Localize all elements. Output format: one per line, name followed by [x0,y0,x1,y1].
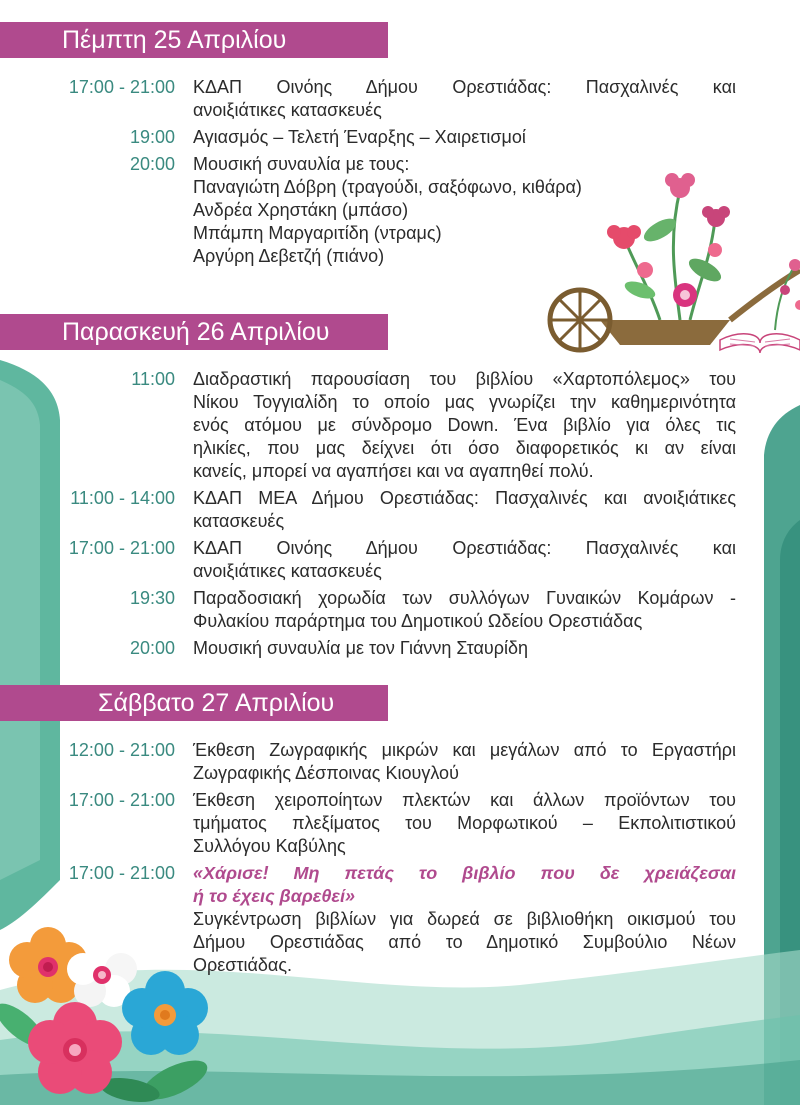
event-line: ΚΔΑΠ Οινόης Δήμου Ορεστιάδας: Πασχαλινές και [193,77,736,97]
event-line: κανείς, μπορεί να αγαπήσει και να αγαπηθεί πολύ. [193,461,594,481]
day-header-friday: Παρασκευή 26 Απριλίου [0,314,388,350]
event-description [193,637,736,660]
day-header-saturday: Σάββατο 27 Απριλίου [0,685,388,721]
event-line: τμήματος πλεξίματος του Μορφωτικού – Εκπολιτιστικού [193,813,736,833]
event-line: Έκθεση Ζωγραφικής μικρών και μεγάλων από το Εργαστήρι [193,740,736,760]
event-line: Ζωγραφικής Δέσποινας Κιουγλού [193,763,459,783]
event-line: ηλικίες, που μας δείχνει ότι όσο διαφορετικός κι αν είναι [193,438,736,458]
event-row [0,862,800,977]
event-line: Δήμου Ορεστιάδας από το Δημοτικό Συμβούλιο Νέων [193,932,736,952]
performer-line: Αργύρη Δεβετζή (πιάνο) [193,246,385,266]
book-campaign-title: «Χάρισε! Μη πετάς το βιβλίο που δε χρειάζεσαι [193,863,736,883]
day-section-friday [0,368,800,664]
book-campaign-title: ή το έχεις βαρεθεί» [193,886,356,906]
event-line: Αγιασμός – Τελετή Έναρξης – Χαιρετισμοί [193,127,526,147]
event-line: Παραδοσιακή χορωδία των συλλόγων Γυναικών Κομάρων - [193,588,736,608]
event-description [193,862,736,977]
event-description [193,739,736,785]
performer-line: Παναγιώτη Δόβρη (τραγούδι, σαξόφωνο, κιθάρα) [193,177,582,197]
event-row [0,153,800,268]
day-section-thursday [0,76,800,272]
event-description [193,76,736,122]
event-time: 17:00 - 21:00 [68,863,175,883]
event-time: 12:00 - 21:00 [68,740,175,760]
event-time: 20:00 [129,638,175,658]
event-row [0,587,800,633]
event-time: 20:00 [129,154,175,174]
event-line: κατασκευές [193,511,285,531]
event-line: Ορεστιάδας. [193,955,292,975]
event-time: 17:00 - 21:00 [68,790,175,810]
day-section-saturday [0,739,800,981]
event-row [0,487,800,533]
event-time: 11:00 [131,369,175,389]
event-description [193,587,736,633]
event-description [193,153,736,268]
event-line: Φυλακίου παράρτημα του Δημοτικού Ωδείου Ορεστιάδας [193,611,643,631]
event-line: ανοιξιάτικες κατασκευές [193,561,382,581]
event-line: Έκθεση χειροποίητων πλεκτών και άλλων προϊόντων του [193,790,736,810]
event-description [193,368,736,483]
event-row [0,368,800,483]
event-row [0,76,800,122]
event-row [0,637,800,660]
event-time: 17:00 - 21:00 [68,77,175,97]
event-line: ανοιξιάτικες κατασκευές [193,100,382,120]
event-line: Μουσική συναυλία με τους: [193,154,410,174]
event-description [193,487,736,533]
performer-line: Ανδρέα Χρηστάκη (μπάσο) [193,200,409,220]
performer-line: Μπάμπη Μαργαριτίδη (ντραμς) [193,223,442,243]
event-line: Μουσική συναυλία με τον Γιάννη Σταυρίδη [193,638,529,658]
event-description [193,537,736,583]
event-row [0,739,800,785]
event-line: Συγκέντρωση βιβλίων για δωρεά σε βιβλιοθήκη οικισμού του [193,909,736,929]
event-row [0,126,800,149]
event-description [193,126,736,149]
event-line: Διαδραστική παρουσίαση του βιβλίου «Χαρτοπόλεμος» του [193,369,736,389]
event-time: 17:00 - 21:00 [68,538,175,558]
event-line: ενός ατόμου με σύνδρομο Down. Ένα βιβλίο για όλες τις [193,415,736,435]
event-time: 11:00 - 14:00 [70,488,175,508]
event-time: 19:30 [129,588,175,608]
event-time: 19:00 [129,127,175,147]
event-line: ΚΔΑΠ Οινόης Δήμου Ορεστιάδας: Πασχαλινές και [193,538,736,558]
event-row [0,537,800,583]
event-line: ΚΔΑΠ ΜΕΑ Δήμου Ορεστιάδας: Πασχαλινές και ανοιξιάτικες [193,488,736,508]
event-line: Νίκου Τογγιαλίδη το οποίο μας γνωρίζει την καθημερινότητα [193,392,736,412]
day-header-thursday: Πέμπτη 25 Απριλίου [0,22,388,58]
event-line: Συλλόγου Καβύλης [193,836,346,856]
event-row [0,789,800,858]
event-description [193,789,736,858]
